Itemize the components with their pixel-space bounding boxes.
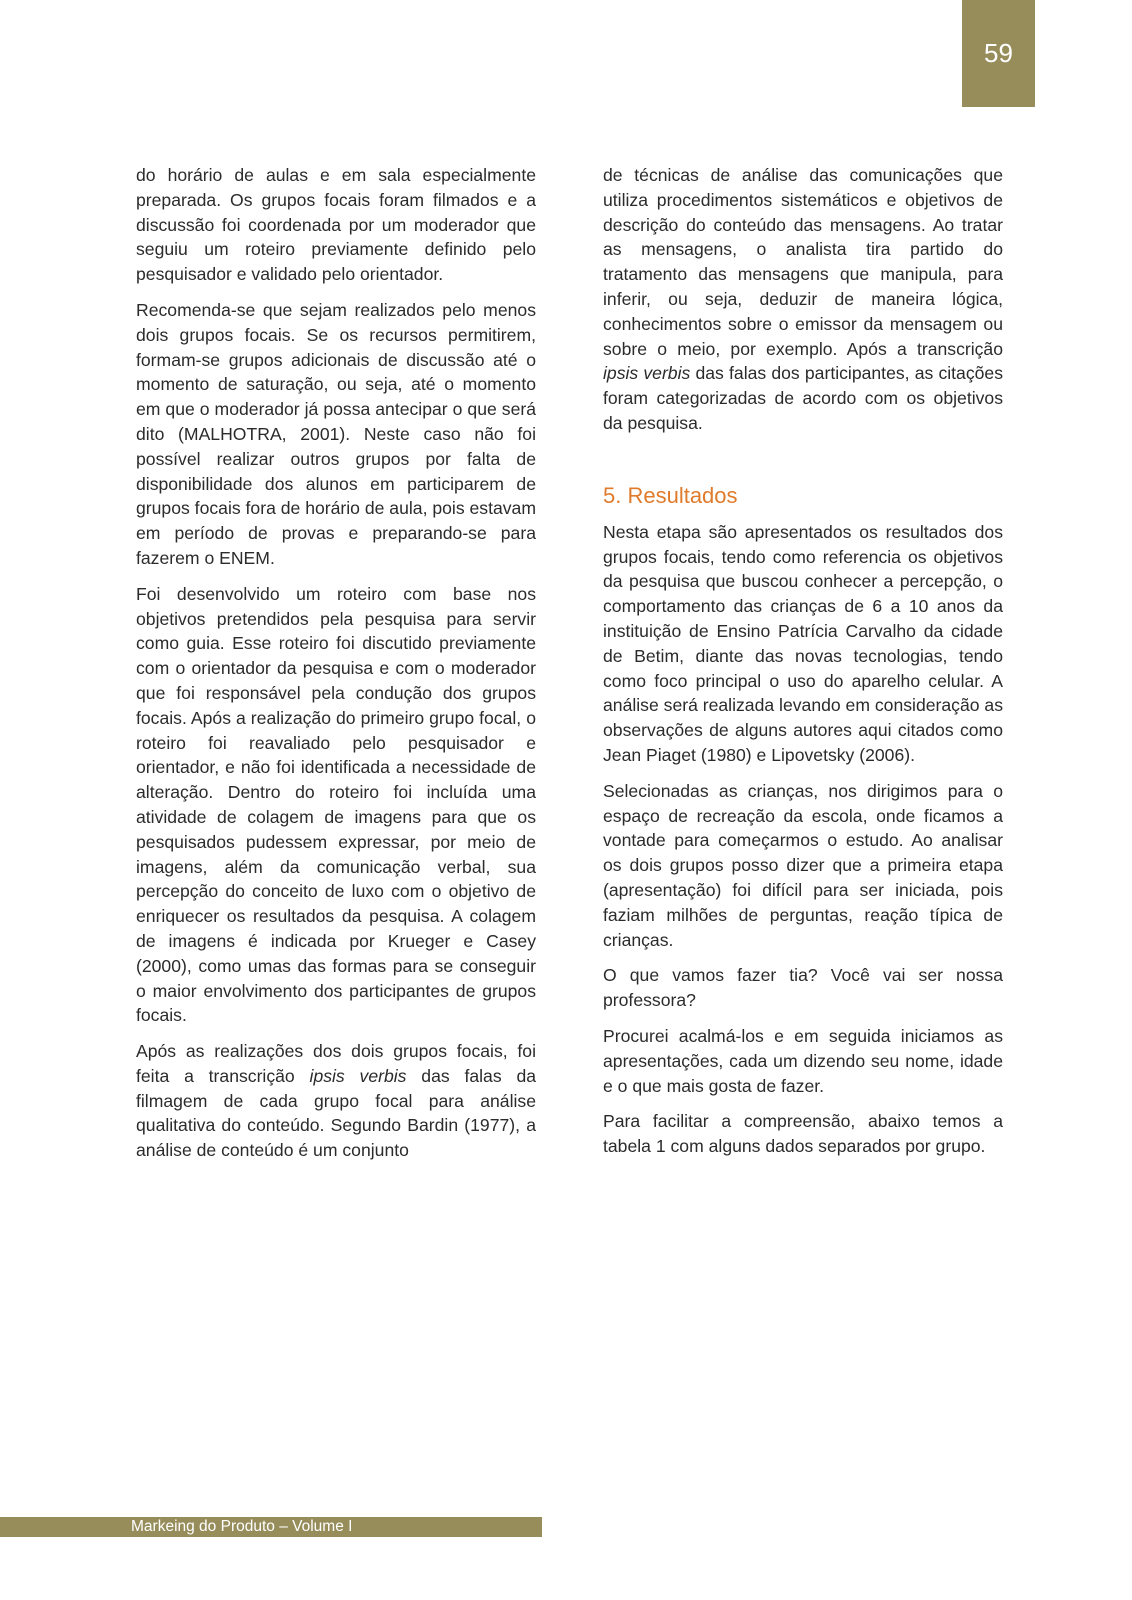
text-span: das falas dos participantes, as citações foram categorizadas de acordo com os objetivos da pesquisa. [603, 363, 1004, 433]
paragraph: Foi desenvolvido um roteiro com base nos objetivos pretendidos pela pesquisa para servir como guia. Esse roteiro foi discutido previamente com o orientador da pesquisa e com o moderador que foi responsável pela condução dos grupos focais. Após a realização do primeiro grupo focal, o roteiro foi reavaliado pelo pesquisador e orientador, e não foi identificada a necessidade de alteração. Dentro do roteiro foi incluída uma atividade de colagem de imagens para que os pesquisados pudessem expressar, por meio de imagens, além da comunicação verbal, sua percepção do conceito de luxo com o objetivo de enriquecer os resultados da pesquisa. A colagem de imagens é indicada por Krueger e Casey (2000), como umas das formas para se conseguir o maior envolvimento dos participantes de grupos focais. [136, 583, 536, 1026]
paragraph: Selecionadas as crianças, nos dirigimos para o espaço de recreação da escola, onde ficamos a vontade para começarmos o estudo. Ao analisar os dois grupos posso dizer que a primeira etapa (apresentação) foi difícil para ser iniciada, pois faziam milhões de perguntas, reação típica de crianças. [603, 780, 1003, 950]
right-column [603, 163, 1003, 1170]
italic-term: ipsis verbis [603, 363, 691, 384]
paragraph: Procurei acalmá-los e em seguida iniciamos as apresentações, cada um dizendo seu nome, idade e o que mais gosta de fazer. [603, 1025, 1003, 1096]
text-span: Após as realizações dos dois grupos focais, foi feita a transcrição [136, 1041, 536, 1086]
footer-text: Markeing do Produto – Volume I [131, 1518, 353, 1535]
paragraph: Recomenda-se que sejam realizados pelo menos dois grupos focais. Se os recursos permitirem, formam-se grupos adicionais de discussão até o momento de saturação, ou seja, até o momento em que o moderador já possa antecipar o que será dito (MALHOTRA, 2001). Neste caso não foi possível realizar outros grupos por falta de disponibilidade dos alunos em participarem de grupos focais fora de horário de aula, pois estavam em período de provas e preparando-se para fazerem o ENEM. [136, 299, 537, 568]
text-span: das falas da filmagem de cada grupo focal para análise qualitativa do conteúdo. Segundo Bardin (1977), a análise de conteúdo é um conjunto [136, 1065, 537, 1161]
section-heading: 5. Resultados [603, 482, 738, 508]
paragraph: do horário de aulas e em sala especialmente preparada. Os grupos focais foram filmados e a discussão foi coordenada por um moderador que seguiu um roteiro previamente definido pelo pesquisador e validado pelo orientador. [136, 165, 536, 285]
left-column [136, 163, 536, 1174]
footer-bar [0, 1517, 542, 1537]
paragraph: O que vamos fazer tia? Você vai ser nossa professora? [603, 965, 1003, 1011]
text-span: de técnicas de análise das comunicações que utiliza procedimentos sistemáticos e objetivos de descrição do conteúdo das mensagens. Ao tratar as mensagens, o analista tira partido do tratamento das mensagens que manipula, para inferir, ou seja, deduzir de maneira lógica, conhecimentos sobre o emissor da mensagem ou sobre o meio, por exemplo. Após a transcrição [603, 165, 1003, 359]
paragraph: Para facilitar a compreensão, abaixo temos a tabela 1 com alguns dados separados por grupo. [603, 1111, 1003, 1157]
page-number-box [962, 0, 1035, 107]
paragraph [603, 163, 1003, 436]
italic-term: ipsis verbis [309, 1065, 407, 1086]
paragraph [136, 1039, 536, 1163]
paragraph: Nesta etapa são apresentados os resultados dos grupos focais, tendo como referencia os objetivos da pesquisa que buscou conhecer a percepção, o comportamento das crianças de 6 a 10 anos da instituição de Ensino Patrícia Carvalho da cidade de Betim, diante das novas tecnologias, tendo como foco principal o uso do aparelho celular. A análise será realizada levando em consideração as observações de alguns autores aqui citados como Jean Piaget (1980) e Lipovetsky (2006). [603, 521, 1004, 765]
page-number: 59 [984, 38, 1013, 68]
